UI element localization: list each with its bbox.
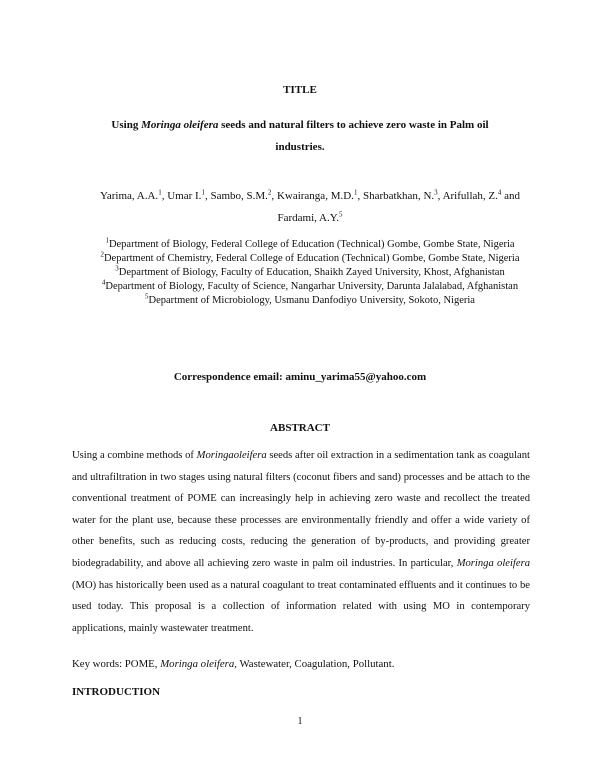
author: Sharbatkhan, N.$^3$,: [362, 188, 443, 202]
page-number: 1: [297, 716, 303, 727]
author: Fardami, A.Y.$^5$: [277, 210, 343, 224]
affiliation: $^1$Department of Biology, Federal College of Education (Technical) Gombe, Gombe State, Nigeria: [105, 236, 515, 250]
introduction-heading: INTRODUCTION: [72, 686, 161, 698]
abstract-heading: ABSTRACT: [270, 422, 330, 434]
author: Sambo, S.M.$^2$,: [210, 188, 277, 202]
affiliation-list: [100, 236, 520, 309]
paper-title: Using Moringa oleifera seeds and natural filters to achieve zero waste in Palm oil industries.: [111, 119, 489, 153]
keywords: Key words: POME, Moringa oleifera, Wastewater, Coagulation, Pollutant.: [72, 658, 395, 670]
abstract-body: Using a combine methods of Moringaoleifera seeds after oil extraction in a sedimentation tank as coagulant and ultrafiltration in two stages using natural filters (coconut fibers and sand) processes and be attach to the conventional treatment of POME can increasingly help in achieving zero waste and recollect the treated water for the plant use, because these processes are environmentally friendly and offer a wide variety of other benefits, such as reducing costs, reducing the generation of by-products, and providing greater biodegradability, and above all achieving zero waste in palm oil industries. In particular, Moringa oleifera (MO) has historically been used as a natural coagulant to treat contaminated effluents and it continues to be used today. This proposal is a collection of information related with using MO in contemporary applications, mainly wastewater treatment.: [72, 450, 530, 634]
affiliation: $^2$Department of Chemistry, Federal College of Education (Technical) Gombe, Gombe State, Nigeria: [100, 250, 520, 264]
author: Arifullah, Z.$^4$ and: [442, 188, 521, 202]
author-list: [100, 185, 520, 229]
correspondence-email: Correspondence email: aminu_yarima55@yahoo.com: [173, 371, 427, 383]
species-name: Moringaoleifera: [196, 450, 267, 461]
author: Umar I.$^1$,: [167, 188, 211, 202]
author: Kwairanga, M.D.$^1$,: [276, 188, 363, 202]
species-name: Moringa oleifera: [456, 557, 530, 569]
affiliation: $^5$Department of Microbiology, Usmanu Danfodiyo University, Sokoto, Nigeria: [145, 292, 475, 306]
affiliation: $^4$Department of Biology, Faculty of Science, Nangarhar University, Darunta Jalalabad, Afghanistan: [101, 278, 519, 292]
species-name: Moringa oleifera: [141, 119, 219, 131]
affiliation: $^3$Department of Biology, Faculty of Education, Shaikh Zayed University, Khost, Afghanistan: [115, 264, 505, 278]
author: Yarima, A.A.$^1$,: [100, 188, 168, 202]
species-name: Moringa oleifera: [160, 658, 235, 670]
title-label: TITLE: [283, 84, 317, 96]
